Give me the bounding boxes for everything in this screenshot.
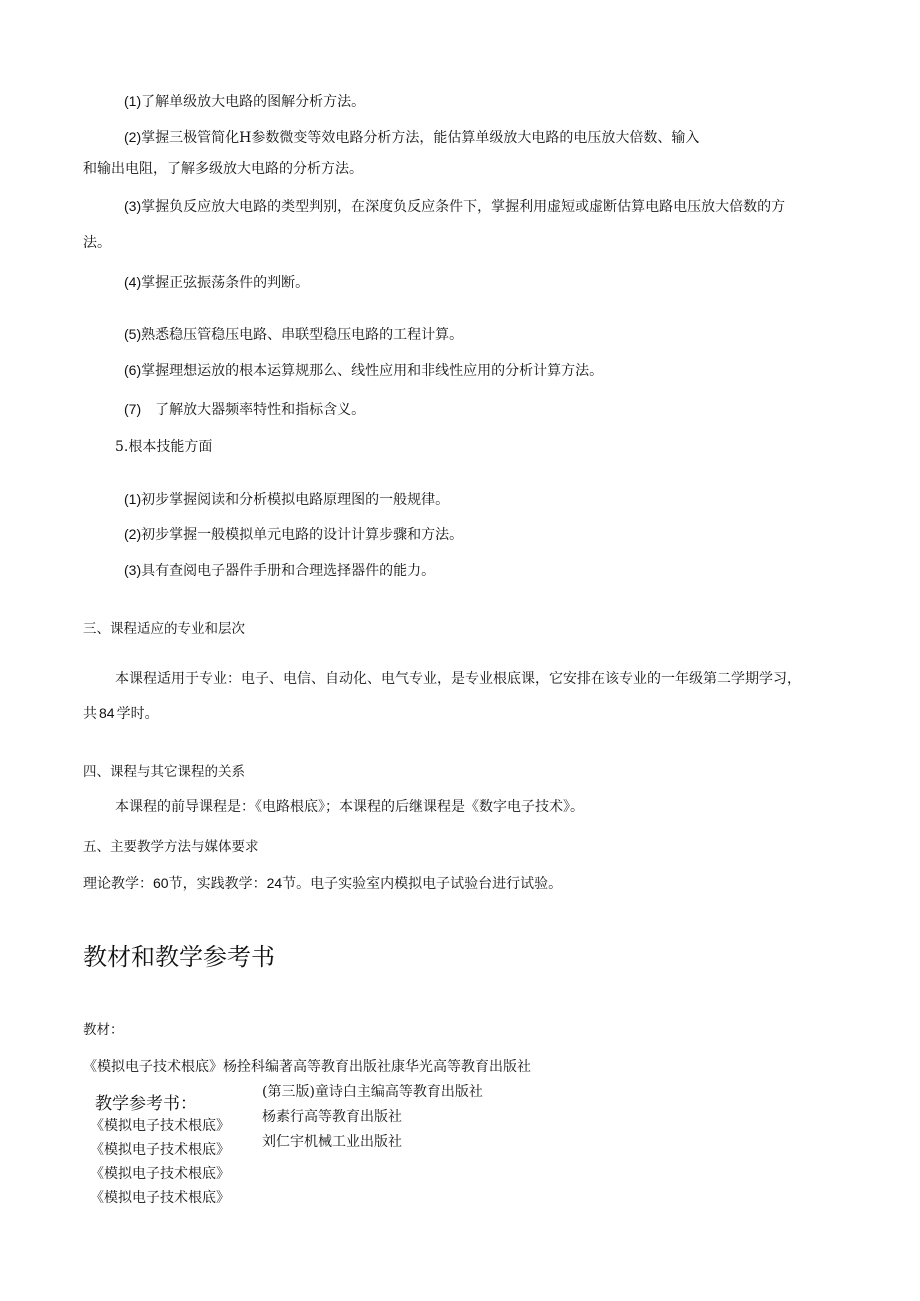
item-number: (5): [124, 326, 142, 342]
hours-value: 84: [99, 705, 115, 721]
item-text: 具有查阅电子器件手册和合理选择器件的能力。: [141, 563, 436, 579]
competency-item-continuation: 和输出电阻，了解多级放大电路的分析方法。: [83, 161, 363, 177]
textbook-label: 教材：: [83, 1022, 124, 1037]
section-paragraph: 本课程的前导课程是：《电路根底》；本课程的后继课程是《数字电子技术》。: [115, 798, 584, 815]
item-number: (1): [124, 93, 142, 109]
item-number: (2): [124, 526, 142, 542]
section-heading: 五、主要教学方法与媒体要求: [83, 839, 259, 854]
skill-item: [124, 561, 435, 580]
reference-publisher: 刘仁宇机械工业出版社: [262, 1134, 402, 1150]
item-text: 掌握正弦振荡条件的判断。: [141, 275, 310, 291]
reference-publisher: (第三版)童诗白主编高等教育出版社: [262, 1084, 483, 1100]
section-heading: 四、课程与其它课程的关系: [83, 764, 245, 779]
item-number: (3): [124, 562, 142, 578]
item-number: (2): [124, 129, 142, 145]
item-number: (4): [124, 274, 142, 290]
competency-item: [124, 128, 699, 147]
item-number: (3): [124, 198, 142, 214]
item-number: (6): [124, 362, 142, 378]
reference-title: 《模拟电子技术根底》: [90, 1142, 230, 1158]
reference-title: 《模拟电子技术根底》: [90, 1166, 230, 1182]
section-heading: 三、课程适应的专业和层次: [83, 621, 245, 636]
reference-label: 教学参考书：: [95, 1094, 197, 1114]
competency-item: [124, 361, 603, 380]
item-text: 初步掌握一般模拟单元电路的设计计算步骤和方法。: [141, 527, 464, 543]
item-number: (1): [124, 491, 142, 507]
item-text: 掌握理想运放的根本运算规那么、线性应用和非线性应用的分析计算方法。: [141, 363, 604, 379]
item-text: 熟悉稳压管稳压电路、串联型稳压电路的工程计算。: [141, 327, 464, 343]
competency-item-continuation: 法。: [83, 235, 111, 251]
reference-title: 《模拟电子技术根底》: [90, 1118, 230, 1134]
books-title: 教材和教学参考书: [83, 943, 275, 971]
teaching-hours-line: 理论教学：60节，实践教学：24节。电子实验室内模拟电子试验台进行试验。: [83, 875, 563, 892]
competency-item: [124, 197, 785, 216]
skills-heading: 5.根本技能方面: [115, 439, 213, 455]
textbook-line: 《模拟电子技术根底》杨拴科编著高等教育出版社康华光高等教育出版社: [83, 1059, 531, 1075]
item-number: (7): [124, 401, 142, 417]
competency-item: [124, 325, 463, 344]
skill-item: [124, 525, 463, 544]
reference-publisher: 杨素行高等教育出版社: [262, 1109, 402, 1125]
skill-item: [124, 490, 449, 509]
competency-item: [124, 400, 365, 419]
item-text: 掌握负反应放大电路的类型判别，在深度负反应条件下，掌握利用虚短或虚断估算电路电压放大倍数的方: [141, 199, 786, 215]
reference-title: 《模拟电子技术根底》: [90, 1190, 230, 1206]
item-text: 了解放大器频率特性和指标含义。: [155, 402, 366, 418]
item-text: 掌握三极管简化H参数微变等效电路分析方法，能估算单级放大电路的电压放大倍数、输入: [141, 130, 700, 146]
competency-item: [124, 92, 365, 111]
section-paragraph: 本课程适用于专业：电子、电信、自动化、电气专业，是专业根底课，它安排在该专业的一年级第二学期学习，: [115, 671, 801, 687]
item-text: 初步掌握阅读和分析模拟电路原理图的一般规律。: [141, 492, 450, 508]
item-text: 了解单级放大电路的图解分析方法。: [141, 94, 366, 110]
competency-item: [124, 273, 309, 292]
section-paragraph-continuation: 共 84 学时。: [83, 705, 159, 722]
